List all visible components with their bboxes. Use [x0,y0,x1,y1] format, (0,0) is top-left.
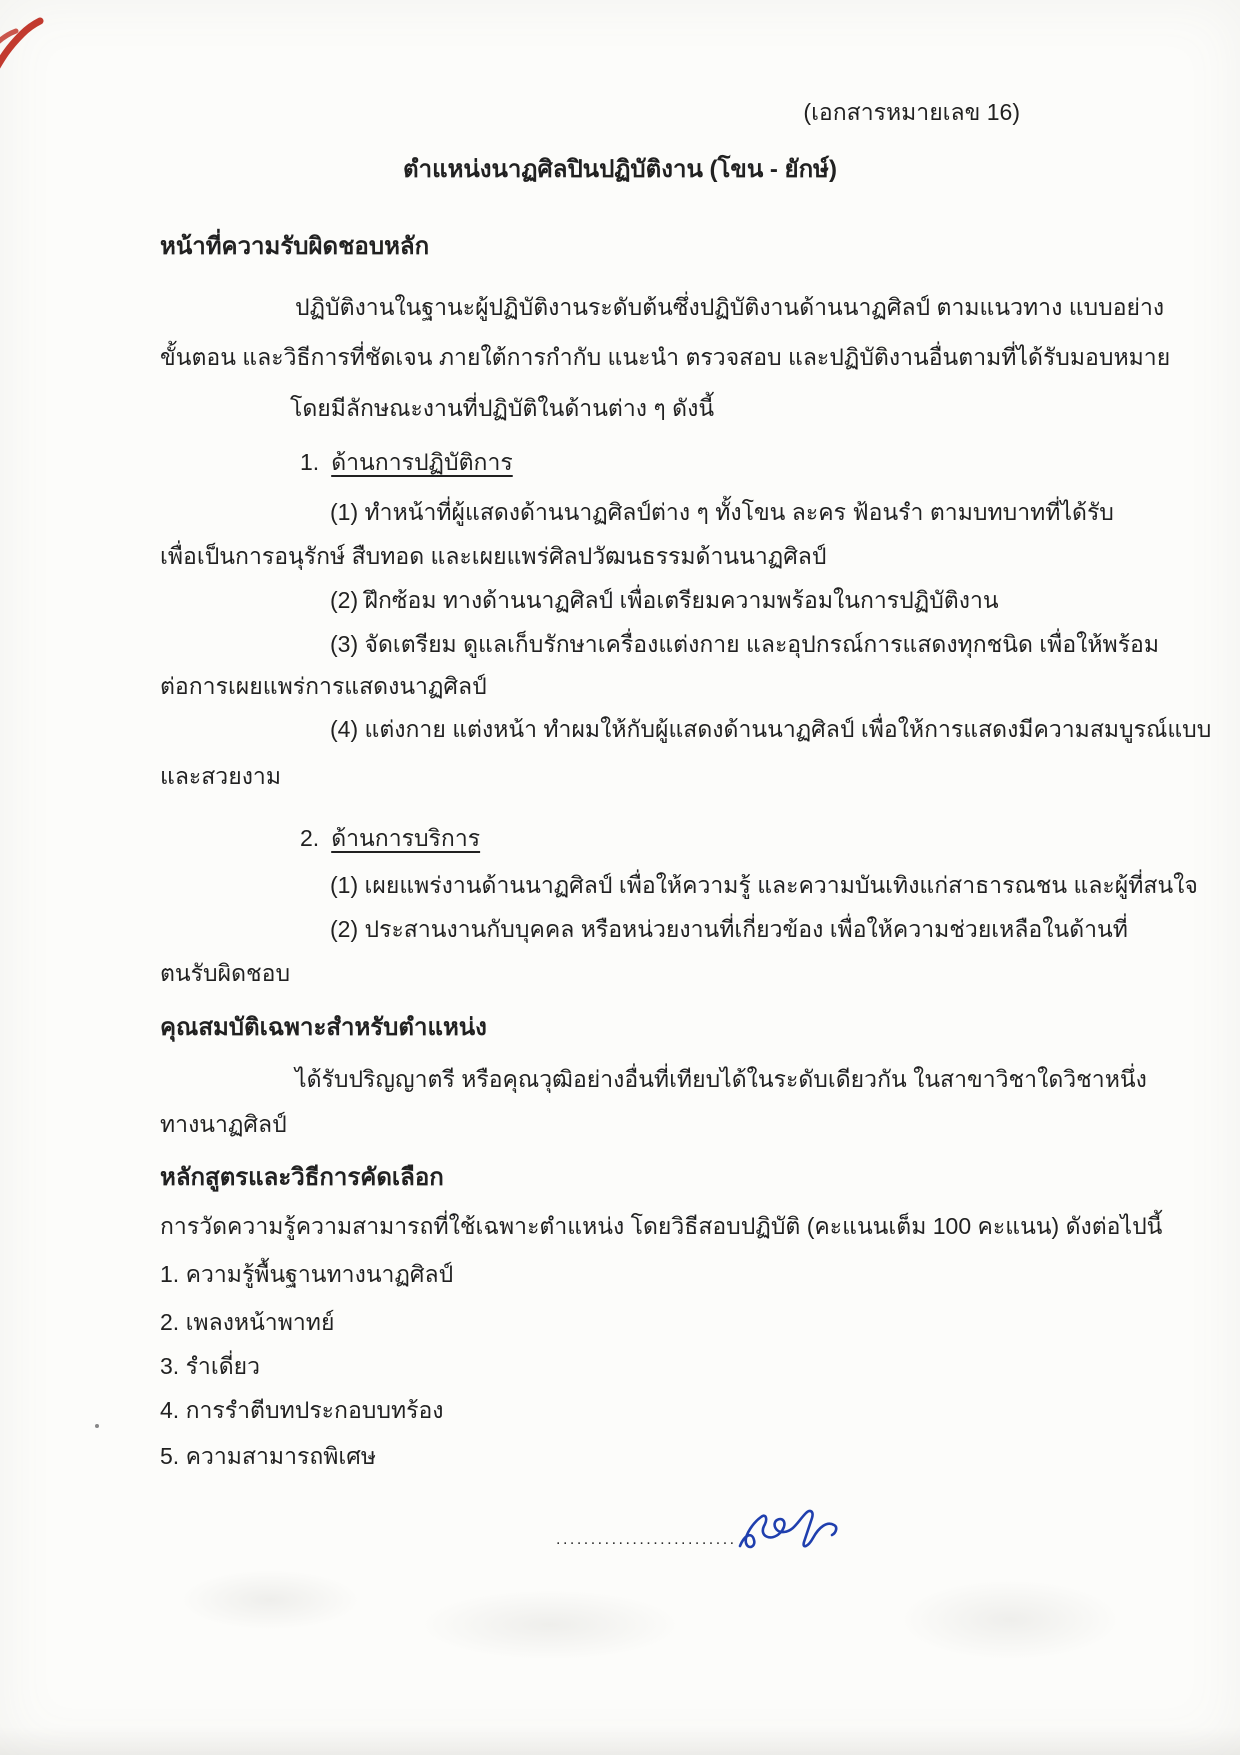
duties-heading: หน้าที่ความรับผิดชอบหลัก [160,233,430,260]
duties-group2-title: ด้านการบริการ [331,825,481,851]
duties-group2-heading [300,822,480,854]
qualifications-heading: คุณสมบัติเฉพาะสำหรับตำแหน่ง [160,1014,487,1041]
duties-intro-line-2: ขั้นตอน และวิธีการที่ชัดเจน ภายใต้การกำกับ แนะนำ ตรวจสอบ และปฏิบัติงานอื่นตามที่ได้รับมอบหมาย [160,344,1171,370]
duties-group1-item4-line1: (4) แต่งกาย แต่งหน้า ทำผมให้กับผู้แสดงด้านนาฏศิลป์ เพื่อให้การแสดงมีความสมบูรณ์แบบ [330,716,1212,742]
scan-artifact-dot [95,1424,99,1428]
selection-heading: หลักสูตรและวิธีการคัดเลือก [160,1164,444,1191]
duties-group2-item2-line1: (2) ประสานงานกับบุคคล หรือหน่วยงานที่เกี่ยวข้อง เพื่อให้ความช่วยเหลือในด้านที่ [330,916,1128,942]
duties-group1-number: 1. [300,449,320,475]
selection-item-4: 4. การรำตีบทประกอบบทร้อง [160,1397,444,1423]
selection-intro: การวัดความรู้ความสามารถที่ใช้เฉพาะตำแหน่ง โดยวิธีสอบปฏิบัติ (คะแนนเต็ม 100 คะแนน) ดังต่อไปนี้ [160,1213,1163,1239]
duties-group1-title: ด้านการปฏิบัติการ [331,449,513,475]
duties-group1-item4-line2: และสวยงาม [160,763,282,789]
scan-smudge [420,1590,680,1660]
selection-item-5: 5. ความสามารถพิเศษ [160,1443,377,1469]
page-title: ตำแหน่งนาฏศิลปินปฏิบัติงาน (โขน - ยักษ์) [403,156,837,183]
duties-group2-item1-line1: (1) เผยแพร่งานด้านนาฏศิลป์ เพื่อให้ความรู้ และความบันเทิงแก่สาธารณชน และผู้ที่สนใจ [330,872,1198,898]
duties-group1-item3-line2: ต่อการเผยแพร่การแสดงนาฏศิลป์ [160,673,487,699]
document-number: (เอกสารหมายเลข 16) [803,99,1020,125]
duties-intro-line-3: โดยมีลักษณะงานที่ปฏิบัติในด้านต่าง ๆ ดังนี้ [290,395,715,421]
duties-group2-number: 2. [300,825,320,851]
selection-item-1: 1. ความรู้พื้นฐานทางนาฏศิลป์ [160,1261,454,1287]
qualifications-line-2: ทางนาฏศิลป์ [160,1111,287,1137]
duties-group1-item3-line1: (3) จัดเตรียม ดูแลเก็บรักษาเครื่องแต่งกาย และอุปกรณ์การแสดงทุกชนิด เพื่อให้พร้อม [330,631,1160,657]
red-pen-corner-mark-icon [0,14,44,80]
qualifications-line-1: ได้รับปริญญาตรี หรือคุณวุฒิอย่างอื่นที่เทียบได้ในระดับเดียวกัน ในสาขาวิชาใดวิชาหนึ่ง [295,1066,1147,1092]
signature-dotted-line: .......................... [556,1531,737,1548]
duties-group1-heading [300,446,513,478]
duties-group2-item2-line2: ตนรับผิดชอบ [160,960,291,986]
duties-group1-item2-line1: (2) ฝึกซ้อม ทางด้านนาฏศิลป์ เพื่อเตรียมความพร้อมในการปฏิบัติงาน [330,587,999,613]
duties-group1-item1-line1: (1) ทำหน้าที่ผู้แสดงด้านนาฏศิลป์ต่าง ๆ ทั้งโขน ละคร ฟ้อนรำ ตามบทบาทที่ได้รับ [330,499,1114,525]
duties-intro-line-1: ปฏิบัติงานในฐานะผู้ปฏิบัติงานระดับต้นซึ่งปฏิบัติงานด้านนาฏศิลป์ ตามแนวทาง แบบอย่าง [295,294,1165,320]
handwritten-signature [730,1502,850,1564]
scan-smudge [900,1580,1120,1660]
scan-edge-shadow [0,1727,1240,1755]
selection-item-2: 2. เพลงหน้าพาทย์ [160,1309,335,1335]
duties-group1-item1-line2: เพื่อเป็นการอนุรักษ์ สืบทอด และเผยแพร่ศิลปวัฒนธรรมด้านนาฏศิลป์ [160,543,827,569]
scan-smudge [180,1570,360,1630]
selection-item-3: 3. รำเดี่ยว [160,1353,261,1379]
